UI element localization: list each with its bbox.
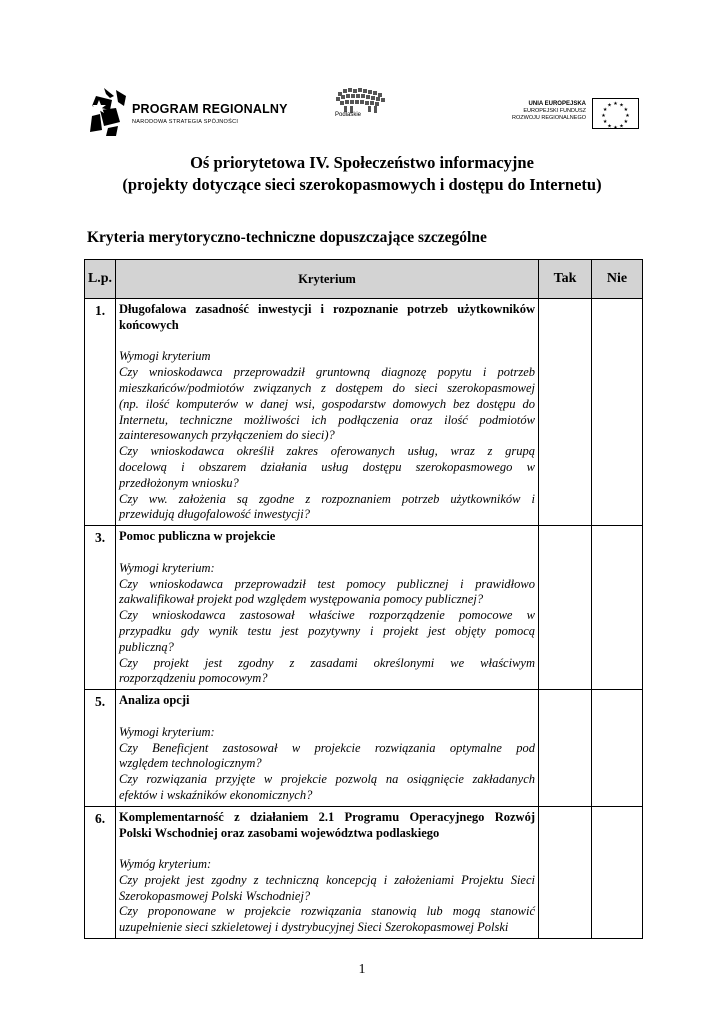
svg-text:★: ★ [607,102,612,109]
requirement-line: rozporządzeniu pomocowym? [119,671,268,686]
requirement-line: Czy rozwiązania przyjęte w projekcie pozwolą na osiągnięcie zakładanych [119,772,535,787]
program-title: PROGRAM REGIONALNY [132,102,288,116]
requirement-line: Czy proponowane w projekcie rozwiązania stanowią lub mogą stanowić [119,904,535,919]
requirement-line: mieszkańców/podmiotów związanych z dostępem do sieci szerokopasmowej [119,380,535,395]
criterion-cell [116,806,539,938]
page-number: 1 [358,962,366,977]
svg-text:★: ★ [623,107,629,113]
criterion-title-line: końcowych [119,317,179,332]
criterion-number: 1. [85,299,116,526]
criterion-title-line: Długofalowa zasadność inwestycji i rozpoznanie potrzeb użytkowników [119,302,535,316]
criterion-title-line: Komplementarność z działaniem 2.1 Programu Operacyjnego Rozwój [119,809,535,824]
requirement-line: Czy ww. założenia są zgodne z rozpoznaniem potrzeb użytkowników i [119,491,535,506]
criterion-cell [116,526,539,690]
criterion-number: 5. [85,690,116,807]
yes-checkbox-cell[interactable] [539,526,592,690]
criterion-number: 6. [85,806,116,938]
criterion-title [119,693,535,709]
criterion-title [119,529,535,545]
requirement-line: Czy Beneficjent zastosował w projekcie rozwiązania optymalne pod [119,740,535,755]
requirement-line: Czy wnioskodawca zastosował właściwe rozporządzenie pomocowe w [119,608,535,623]
requirement-line: Czy projekt jest zgodny z zasadami określonymi we właściwym [119,655,535,670]
requirement-line: przedłożonym wniosku? [119,475,239,490]
requirement-line: Czy wnioskodawca przeprowadził test pomocy publicznej i prawidłowo [119,576,535,591]
svg-text:★: ★ [623,119,629,125]
column-header-criterion: Kryterium [116,260,539,299]
requirement-line: Czy wnioskodawca określił zakres oferowanych usług, wraz z grupą [119,444,535,459]
eu-line-1: UNIA EUROPEJSKA [528,101,586,107]
criterion-title [119,302,535,334]
column-header-no: Nie [592,260,643,299]
svg-text:★: ★ [613,125,618,128]
requirement-line: Internetu, techniczne możliwości ich podłączenia oraz ilość podmiotów [119,412,535,427]
criteria-table [84,259,643,939]
requirement-line: zainteresowanych przyłączeniem do sieci)? [119,428,335,443]
svg-text:★: ★ [607,123,612,128]
requirement-line: publiczną? [119,639,174,654]
table-row [85,806,643,938]
criterion-cell [116,690,539,807]
yes-checkbox-cell[interactable] [539,299,592,526]
svg-text:★: ★ [613,101,618,107]
document-title-line-1: Oś priorytetowa IV. Społeczeństwo informacyjne [190,153,534,172]
criterion-cell [116,299,539,526]
criterion-requirements-label: Wymogi kryterium [119,349,211,364]
svg-text:★: ★ [602,119,608,125]
document-title-line-2: (projekty dotyczące sieci szerokopasmowych i dostępu do Internetu) [122,175,602,194]
requirement-line: przypadku gdy wynik testu jest pozytywny i projekt jest objęty pomocą [119,623,535,638]
criterion-requirements-label: Wymogi kryterium: [119,560,215,575]
criterion-requirements [119,873,535,936]
svg-text:★: ★ [625,113,630,119]
eu-fund-text [512,101,586,122]
criteria-table-body [85,299,643,939]
criterion-requirements [119,365,535,523]
no-checkbox-cell[interactable] [592,299,643,526]
criterion-number: 3. [85,526,116,690]
requirement-line: przewidują długofalowość inwestycji? [119,507,310,522]
svg-text:★: ★ [602,107,608,113]
table-row [85,526,643,690]
no-checkbox-cell[interactable] [592,526,643,690]
criterion-requirements-label: Wymogi kryterium: [119,724,215,739]
table-row [85,299,643,526]
section-heading: Kryteria merytoryczno-techniczne dopuszczające szczególne [87,229,487,246]
requirement-line: Czy projekt jest zgodny z techniczną koncepcją i założeniami Projektu Sieci [119,872,535,887]
program-regionalny-emblem-icon [90,86,130,136]
eu-flag-icon [592,98,639,129]
yes-checkbox-cell[interactable] [539,806,592,938]
table-row [85,690,643,807]
column-header-lp: L.p. [85,260,116,299]
requirement-line: względem technologicznym? [119,756,262,771]
svg-text:★: ★ [601,113,606,119]
criterion-title [119,810,535,842]
requirement-line: docelową i obszarem działania usług dostępu szerokopasmowego w [119,459,535,474]
region-label: Podlaskie [335,112,362,118]
requirement-line: zakwalifikował projekt pod względem występowania pomocy publicznej? [119,592,484,607]
table-header-row [85,260,643,299]
criterion-title-line: Pomoc publiczna w projekcie [119,529,276,544]
criterion-title-line: Polski Wschodniej oraz zasobami województwa podlaskiego [119,825,440,840]
yes-checkbox-cell[interactable] [539,690,592,807]
no-checkbox-cell[interactable] [592,690,643,807]
program-subtitle: NARODOWA STRATEGIA SPÓJNOŚCI [132,119,239,125]
criterion-requirements [119,741,535,804]
requirement-line: Szerokopasmowej Polski Wschodniej? [119,888,311,903]
criterion-title-line: Analiza opcji [119,693,190,708]
requirement-line: uzupełnienie sieci szkieletowej i dystrybucyjnej Sieci Szerokopasmowej Polski [119,920,509,935]
criterion-requirements [119,577,535,688]
requirement-line: efektów i wskaźników ekonomicznych? [119,787,313,802]
requirement-line: Czy wnioskodawca przeprowadził gruntowną diagnozę popytu i potrzeb [119,365,535,380]
column-header-yes: Tak [539,260,592,299]
svg-text:★: ★ [619,123,624,128]
program-regionalny-logo [90,86,290,136]
eu-line-2: EUROPEJSKI FUNDUSZ [523,108,586,114]
requirement-line: (np. ilość komputerów w danej wsi, gospodarstw domowych bez dostępu do [119,396,535,411]
svg-text:★: ★ [619,102,624,109]
no-checkbox-cell[interactable] [592,806,643,938]
eu-line-3: ROZWOJU REGIONALNEGO [512,115,586,121]
criterion-requirements-label: Wymóg kryterium: [119,857,212,872]
